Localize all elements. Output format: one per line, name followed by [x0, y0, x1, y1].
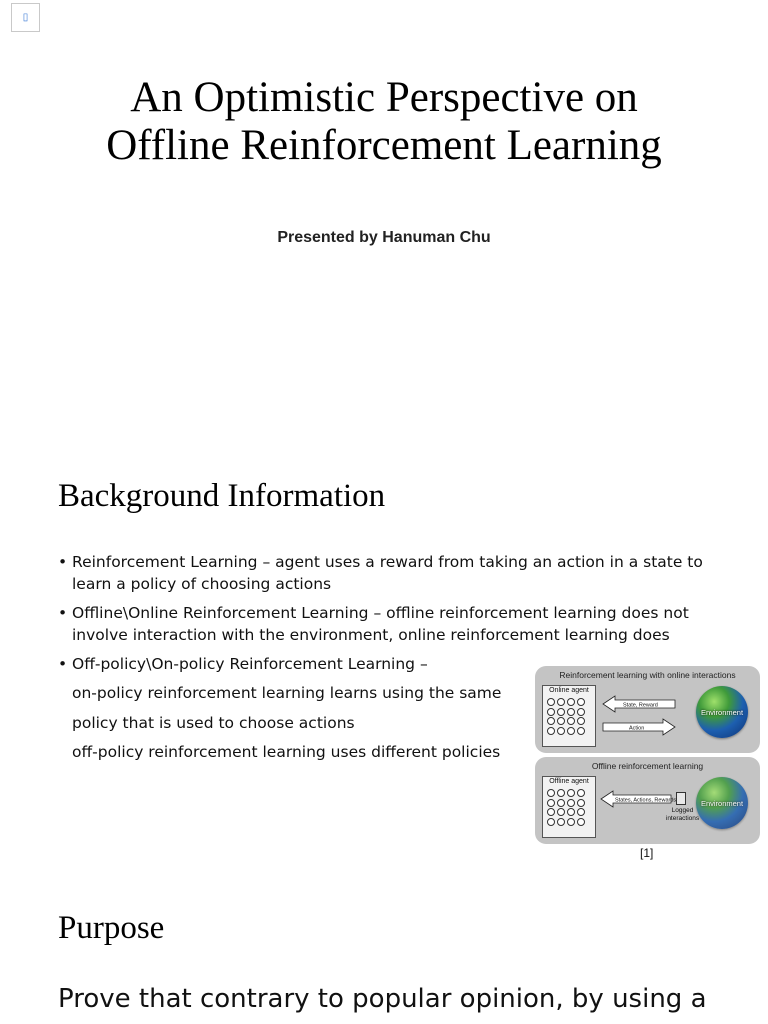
- online-agent-label: Online agent: [549, 687, 589, 694]
- offline-agent-label: Offline agent: [549, 778, 589, 785]
- purpose-text: Prove that contrary to popular opinion, by using a: [58, 984, 707, 1014]
- on-policy-description: on-policy reinforcement learning learns using the same policy that is used to choose actions: [72, 684, 502, 732]
- logged-document-icon: [676, 792, 686, 805]
- online-rl-panel: [535, 666, 760, 753]
- online-arrows-icon: [601, 694, 681, 739]
- presenter-subtitle: Presented by Hanuman Chu: [277, 229, 491, 246]
- action-label: Action: [629, 725, 645, 732]
- slide-thumbnail-icon: ▯: [22, 12, 29, 23]
- bullet-rl: • Reinforcement Learning – agent uses a reward from taking an action in a state to learn a policy of choosing actions: [58, 551, 718, 595]
- figure-citation: [1]: [640, 846, 654, 860]
- offline-rl-panel: [535, 757, 760, 844]
- bullet-off-on-policy-lead: • Off-policy\On-policy Reinforcement Learning –: [72, 655, 428, 673]
- online-agent-box: [542, 685, 596, 747]
- slide-thumbnail-button[interactable]: [11, 3, 40, 32]
- background-heading: Background Information: [58, 478, 386, 514]
- environment-label: Environment: [700, 707, 744, 717]
- neural-net-icon: [547, 789, 585, 827]
- neural-net-icon: [547, 698, 585, 736]
- offline-arrow-icon: [599, 789, 677, 809]
- presentation-title: An Optimistic Perspective on Offline Reinforcement Learning: [106, 74, 662, 169]
- offline-panel-title: Offline reinforcement learning: [591, 761, 704, 771]
- offline-agent-box: [542, 776, 596, 838]
- state-reward-label: State, Reward: [623, 702, 658, 709]
- offline-environment-label: Environment: [700, 798, 744, 808]
- online-panel-title: Reinforcement learning with online interactions: [559, 670, 736, 680]
- environment-globe-icon: [696, 777, 748, 829]
- states-actions-rewards-label: States, Actions, Rewards: [615, 797, 677, 804]
- off-policy-description: off-policy reinforcement learning uses different policies: [72, 743, 501, 761]
- rl-diagram-figure: [535, 666, 760, 848]
- bullet-offline-online: • Offline\Online Reinforcement Learning – offline reinforcement learning does not involve interaction with the environment, online reinforcement learning does: [58, 602, 718, 646]
- purpose-heading: Purpose: [58, 910, 165, 946]
- environment-globe-icon: [696, 686, 748, 738]
- bullet-off-on-policy: [58, 653, 502, 768]
- logged-interactions-label: Logged interactions: [665, 807, 700, 822]
